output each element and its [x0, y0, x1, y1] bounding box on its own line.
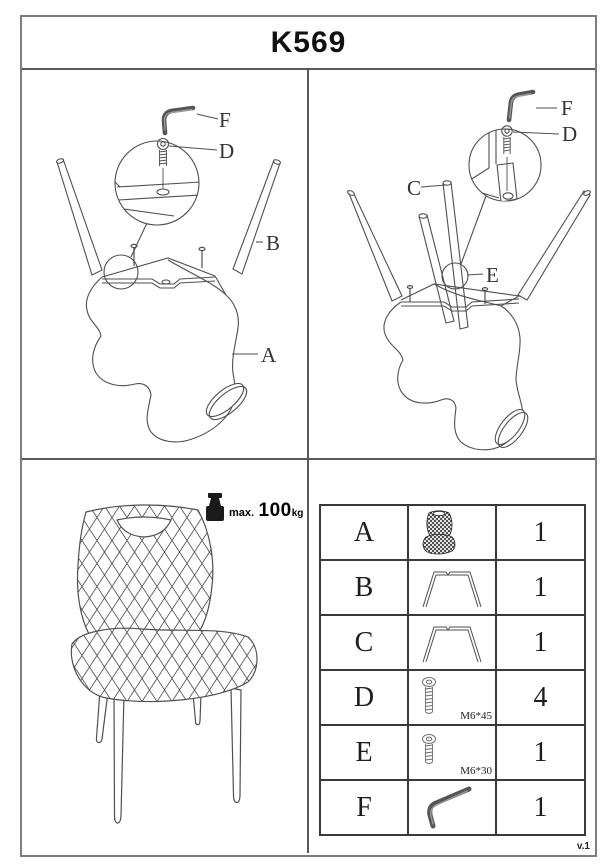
label-f: F [561, 96, 573, 120]
part-icon-cell [408, 670, 496, 725]
magnifier-link-line [461, 196, 486, 264]
part-letter: C [320, 615, 408, 670]
seat-shell-drawing [384, 284, 533, 452]
label-d: D [219, 139, 235, 163]
part-icon-cell [408, 615, 496, 670]
version-label: v.1 [576, 841, 590, 852]
table-row [320, 615, 585, 670]
leader-line-c [421, 185, 446, 187]
leg-frame-icon [409, 620, 487, 666]
weight-unit: kg [291, 508, 304, 519]
label-f: F [219, 108, 231, 132]
leg-frame-icon [409, 565, 487, 611]
part-qty: 1 [496, 560, 585, 615]
title-bar [22, 17, 595, 70]
assembly-step2-panel [309, 70, 595, 460]
chair-backrest [78, 505, 213, 644]
weight-value: 100 [258, 500, 292, 521]
part-letter: F [320, 780, 408, 835]
bolt-icon [409, 733, 449, 773]
part-qty: 1 [496, 725, 585, 780]
bolt-size-label: M6*30 [460, 765, 492, 777]
seat-shell-icon [409, 509, 469, 557]
part-icon-cell [408, 780, 496, 835]
part-letter: A [320, 505, 408, 560]
page-title: K569 [270, 25, 347, 59]
assembly-diagram-step1 [22, 70, 309, 460]
weight-limit-badge [205, 492, 303, 522]
part-qty: 1 [496, 615, 585, 670]
label-b: B [266, 231, 281, 255]
part-letter: E [320, 725, 408, 780]
part-qty: 1 [496, 505, 585, 560]
chair-seat [71, 628, 257, 701]
allen-key-icon [409, 785, 487, 831]
parts-list-panel [309, 460, 595, 853]
part-qty: 1 [496, 780, 585, 835]
part-letter: D [320, 670, 408, 725]
table-row [320, 505, 585, 560]
magnifier-link-line [131, 223, 147, 257]
bolt-size-label: M6*45 [460, 710, 492, 722]
part-icon-cell [408, 505, 496, 560]
table-row [320, 670, 585, 725]
part-icon-cell [408, 725, 496, 780]
label-e: E [486, 263, 499, 287]
assembly-diagram-step2 [309, 70, 593, 460]
parts-table [319, 504, 586, 836]
table-row [320, 560, 585, 615]
finished-chair-panel [22, 460, 309, 853]
weight-limit-text [229, 500, 303, 522]
part-icon-cell [408, 560, 496, 615]
sheet-frame [20, 15, 597, 857]
content-grid [22, 70, 595, 853]
weight-icon [205, 492, 225, 522]
allen-key-icon [164, 108, 193, 133]
chair-legs [96, 688, 241, 823]
part-letter: B [320, 560, 408, 615]
seat-shell-drawing [86, 260, 251, 442]
frame-screws [131, 244, 205, 268]
leader-line-f [197, 114, 218, 119]
weight-prefix: max. [229, 507, 255, 519]
bolt-icon [409, 676, 449, 720]
part-qty: 4 [496, 670, 585, 725]
table-row [320, 780, 585, 835]
table-row [320, 725, 585, 780]
label-a: A [261, 343, 277, 367]
leader-line-e [467, 274, 483, 275]
assembly-step1-panel [22, 70, 309, 460]
allen-key-icon [509, 92, 533, 120]
label-c: C [407, 176, 422, 200]
label-d: D [562, 122, 578, 146]
